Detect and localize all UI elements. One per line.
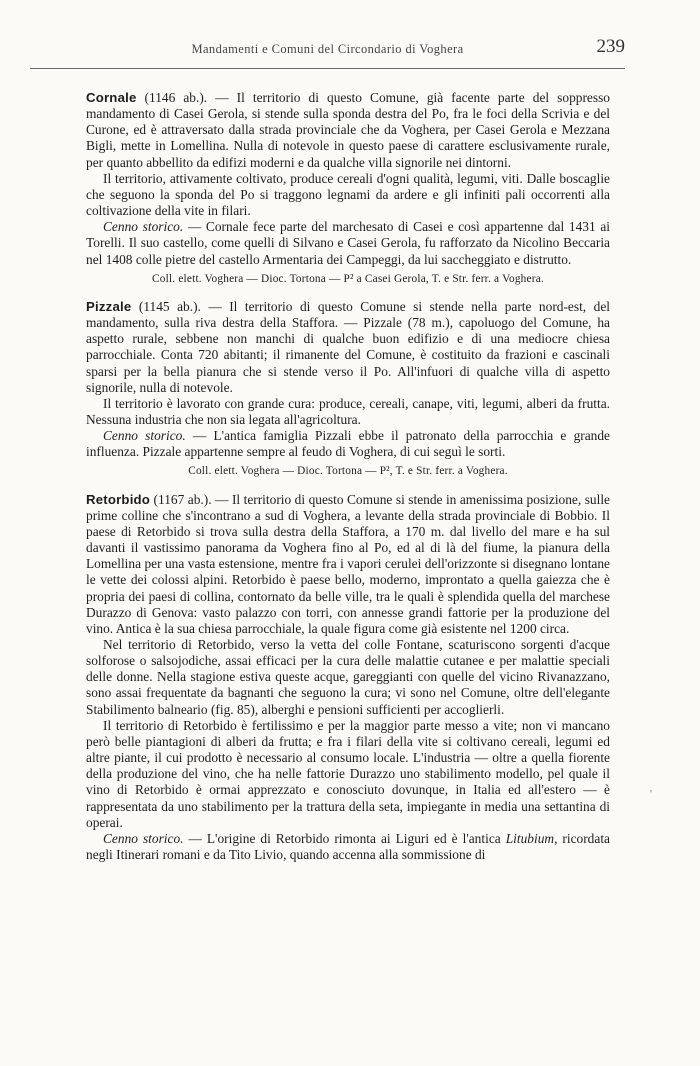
entry-paragraph: Nel territorio di Retorbido, verso la vetta del colle Fontane, scaturiscono sorgenti d'acque solforose o salsojodiche, assai efficaci per la cura delle malattie cutanee e per malattie speciali delle donne. Nella stagione estiva queste acque, gareggianti con quelle del vicino Rivanazzano, sono assai frequentate da bagnanti che seguono la cura; vi sono nel Comune, oltre dell'elegante Stabilimento balneario (fig. 85), alberghi e pensioni sufficienti per accoglierli. — [86, 637, 610, 717]
historical-note — [86, 428, 610, 460]
electoral-info: Coll. elett. Voghera — Dioc. Tortona — P² a Casei Gerola, T. e Str. ferr. a Voghera. — [152, 272, 544, 285]
entry-retorbido — [86, 492, 610, 864]
entry-paragraph — [86, 299, 610, 396]
electoral-info: Coll. elett. Voghera — Dioc. Tortona — P², T. e Str. ferr. a Voghera. — [188, 465, 508, 478]
historical-note-text-end: ricordata negli Itinerari romani e da Tito Livio, quando accenna alla sommissione di — [86, 830, 610, 863]
historical-note-text: — L'antica famiglia Pizzali ebbe il patronato della parrocchia e grande influenza. Pizzale appartenne sempre al feudo di Voghera, di cui seguì le sorti. — [86, 428, 610, 460]
historical-note-label: Cenno storico. — [103, 830, 184, 846]
entry-pizzale — [86, 299, 610, 480]
entry-paragraph: Il territorio è lavorato con grande cura: produce, cereali, canape, viti, legumi, alberi da frutta. Nessuna industria che non sia legata all'agricoltura. — [86, 395, 610, 427]
page-body — [86, 90, 610, 875]
paragraph-text: Il territorio di questo Comune si stende in amenissima posizione, sulle prime colline che s'incontrano a sud di Voghera, a levante della strada provinciale di Bobbio. Il paese di Retorbido si trova sulla destra della Staffora, a 170 m. dal livello del mare e ha sul davanti il vastissimo panorama da Voghera fino al Po, ed al di là del fiume, la pianura della Lomellina per una vasta estensione, mentre fra i vapori cerulei dell'orizzonte si disegnano lontane le vette dei colossi alpini. Retorbido è paese bello, moderno, improntato a quella gaiezza che è propria dei paesi di collina, contornato da belle ville, tra le quali è splendida quella del marchese Durazzo di Genova: vasto palazzo con torri, con annesse grandi fattorie per la produzione del vino. Antica è la sua chiesa parrocchiale, la quale figura come già esistente nel 1200 circa. — [86, 491, 610, 636]
entry-title: Cornale — [86, 90, 137, 105]
page-number: 239 — [596, 36, 625, 57]
entry-population: (1167 ab.). — — [150, 491, 232, 507]
entry-title: Pizzale — [86, 298, 132, 314]
entry-paragraph — [86, 492, 610, 637]
page-header — [30, 34, 625, 69]
paragraph-text: Il territorio di questo Comune si stende nella parte nord-est, del mandamento, sulla riva destra della Staffora. — Pizzale (78 m.), capoluogo del Comune, ha aspetto rurale, sebbene non manchi di qualche buon edifizio e di una mediocre chiesa parrocchiale. Conta 720 abitanti; il rimanente del Comune, è costituito da frazioni e cascinali sparsi per la bella pianura che si stende verso il Po. All'infuori di qualche villa di aspetto signorile, nulla di notevole. — [86, 298, 610, 395]
historical-note-text: — Cornale fece parte del marchesato di Casei e così appartenne dal 1431 ai Torelli. Il suo castello, come quelli di Silvano e Casei Gerola, fu rafforzato da Nicolino Beccaria nel 1408 colle pietre del castello Armentaria dei Campeggi, da lui saccheggiato e distrutto. — [86, 219, 610, 267]
latin-name: Litubium, — [505, 830, 558, 846]
historical-note — [86, 219, 610, 267]
entry-population: (1146 ab.). — — [136, 90, 237, 105]
entry-cornale — [86, 90, 610, 287]
historical-note-label: Cenno storico. — [103, 428, 186, 444]
historical-note-label: Cenno storico. — [103, 219, 184, 235]
paragraph-text: Il territorio di questo Comune, già facente parte del soppresso mandamento di Casei Gerola, si stende sulla sponda destra del Po, fra le foci della Scrivia e del Curone, ed è attraversato dalla strada provinciale che da Voghera, per Casei Gerola e Mezzana Bigli, mette in Lomellina. Nulla di notevole in questo paese di carattere esclusivamente rurale, per quanto abbellito da edifizi moderni e da qualche villa signorile nei dintorni. — [86, 90, 610, 170]
margin-mark: ' — [650, 788, 652, 800]
historical-note — [86, 831, 610, 863]
entry-population: (1145 ab.). — — [131, 298, 230, 314]
running-head: Mandamenti e Comuni del Circondario di Voghera — [191, 42, 464, 56]
entry-paragraph: Il territorio di Retorbido è fertilissimo e per la maggior parte messo a vite; non vi mancano però belle piantagioni di alberi da frutta; e fra i filari della vite si coltivano cereali, legumi ed altre piante, il cui prodotto è necessario al consumo locale. L'industria — oltre a quella fiorente della produzione del vino, che ha nelle fattorie Durazzo uno stabilimento modello, pel quale il vino di Retorbido è ormai apprezzato e conosciuto dovunque, in Italia ed all'estero — è rappresentata da uno stabilimento per la trattura della seta, impiegante in media una settantina di operai. — [86, 717, 610, 830]
historical-note-text: — L'origine di Retorbido rimonta ai Liguri ed è l'antica — [183, 830, 506, 846]
entry-paragraph: Il territorio, attivamente coltivato, produce cereali d'ogni qualità, legumi, viti. Dalle boscaglie che seguono la sponda del Po si traggono legnami da ardere e gli infiniti pali occorrenti alla coltivazione della vite in filari. — [86, 170, 610, 219]
entry-title: Retorbido — [86, 491, 151, 507]
entry-paragraph — [86, 90, 610, 171]
